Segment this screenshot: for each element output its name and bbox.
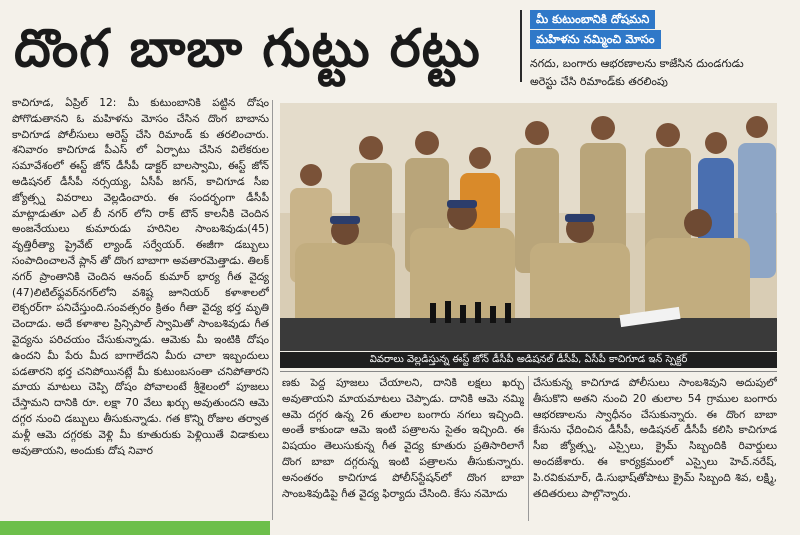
column-rule (272, 100, 273, 520)
column-rule-2 (528, 376, 529, 521)
deck-line-2: మహిళను నమ్మించి మోసం (530, 30, 661, 49)
police-press-meet-illustration (280, 103, 777, 351)
article-column-1 (12, 96, 269, 518)
article-column-3 (533, 376, 777, 524)
headline-divider (520, 10, 522, 82)
article-text-1: కాచిగూడ, ఏప్రిల్‌ 12: మీ కుటుంబానికి పట్టిన దోషం పోగొడుతానని ఓ మహిళను మోసం చేసిన దొంగ బాబాను కాచిగూడ పోలీసులు అరెస్ట్‌ చేసి రిమాండ్‌ కు తరలించారు. శనివారం కాచిగూడ పీఎస్‌ లో ఏర్పాటు చేసిన విలేకరుల సమావేశంలో ఈస్ట్‌ జోన్‌ డీసీపీ డాక్టర్‌ బాలస్వామి, ఈస్ట్‌ జోన్‌ అడిషనల్‌ డీసీపీ నర్సయ్య, ఏసీపీ జగన్‌, కాచిగూడ సీఐ జ్యోత్స్న వివరాలు వెల్లడించారు. ఈ సందర్భంగా డీసీపీ మాట్లాడుతూ ఎల్‌ బీ నగర్‌ లోని రాక్‌ టౌన్‌ కాలనీకి చెందిన అంజనేయులు కుమారుడు హరినిల సాంబశివుడు(45) వృత్తిరీత్యా ప్రైవేట్‌ ల్యాండ్‌ సర్వేయర్‌. ఈజీగా డబ్బులు సంపాదించాలనే ప్లాన్‌ తో దొంగ బాబాగా అవతారమెత్తాడు. తిలక్‌ నగర్‌ ప్రాంతానికి చెందిన ఆనంద్‌ కుమార్‌ భార్య గీత వైద్య (47)లిటిల్‌ఫ్లవర్‌నగర్‌లోని వశిష్ట జూనియర్‌ కళాశాలలో లెక్చరర్‌గా పనిచేస్తుంది.సంవత్సరం క్రితం గీతా వైద్య భర్త మృతి చెందాడు. అదే కళాశాల ప్రిన్సిపాల్‌ స్వామితో సాంబశివుడు గీత వైద్యను పరిచయం చేసుకున్నాడు. ఆమెకు మీ ఇంటికి దోషం ఉందని మీ పేరు మీద బాగాలేదని మీరు చాలా ఇబ్బందులు పడతారని భర్త చనిపోయినట్లే మీ కుటుంబసంతా చనిపోతారని మాయ మాటలు చెప్పి దోషం పోవాలంటే శ్రీశైలంలో పూజలు చేస్తామని దానికి రూ. లక్షా 70 వేలు ఖర్చు అవుతుందని ఆమె దగ్గర నుంచి డబ్బులు తీసుకున్నాడు. గత కొన్ని రోజుల తర్వాత మళ్లీ ఆమె దగ్గరకు వెళ్లి మీ కూతురుకు పెళ్లియితే విడాకులు అవుతాయని, అందుకు దోష నివార (12, 97, 269, 457)
deck-line-4: అరెస్టు చేసి రిమాండ్‌కు తరలింపు (530, 75, 668, 88)
headline: దొంగ బాబా గుట్టు రట్టు (14, 19, 481, 79)
deck-line-1: మీ కుటుంబానికి దోషమని (530, 10, 655, 29)
photo-caption: వివరాలు వెల్లడిస్తున్న ఈస్ట్‌ జోన్‌ డీసీపీ అడిషనల్‌ డీసీపీ, ఏసీపీ కాచిగూడ ఇన్‌ స్పెక్టర్‌ (280, 352, 777, 368)
article-column-2 (282, 376, 524, 524)
article-text-3: చేసుకున్న కాచిగూడ పోలీసులు సాంబశివుని అదుపులో తీసుకొని అతని నుంచి 20 తులాల 54 గ్రాముల బంగారు ఆభరణాలను స్వాధీనం చేసుకున్నారు. ఈ దొంగ బాబా కేసును ఛేదించిన డీసీపీ, అడిషనల్‌ డీసీపీ కలిసి కాచిగూడ సీఐ జ్యోత్స్న, ఎస్సైలు, క్రైమ్‌ సిబ్బందికి రివార్డులు అందజేశారు. ఈ కార్యక్రమంలో ఎస్సైలు హెచ్‌.నరేష్‌, పి.రవికుమార్‌, డి.సుభాష్‌తోపాటు క్రైమ్‌ సిబ్బంది శివ, లక్ష్మి, తదితరులు పాల్గొన్నారు. (533, 377, 777, 500)
green-strip (0, 521, 270, 535)
deck-line-3: నగదు, బంగారు ఆభరణాలను కాజేసిన దుండగుడు (530, 57, 744, 70)
article-text-2: ణకు పెద్ద పూజలు చేయాలని, దానికి లక్షలు ఖర్చు అవుతాయని మాయమాటలు చెప్పాడు. దానికి ఆమె నమ్మి ఆమె దగ్గర ఉన్న 26 తులాల బంగారు నగలు ఇచ్చింది. అంతే కాకుండా ఆమె ఇంటి పత్రాలను సైతం ఇచ్చింది. ఈ విషయం తెలుసుకున్న గీత వైద్య కూతురు ప్రతిసారిలాగే దొంగ బాబా దగ్గరున్న ఇంటి పత్రాలను తీసుకున్నారు. అనంతరం కాచిగూడ పోలీస్‌స్టేషన్‌లో దొంగ బాబా సాంబశివుడిపై గీత వైద్య ఫిర్యాదు చేసింది. కేసు నమోదు (282, 377, 524, 500)
news-photo (280, 103, 777, 351)
photo-rule (280, 371, 777, 372)
